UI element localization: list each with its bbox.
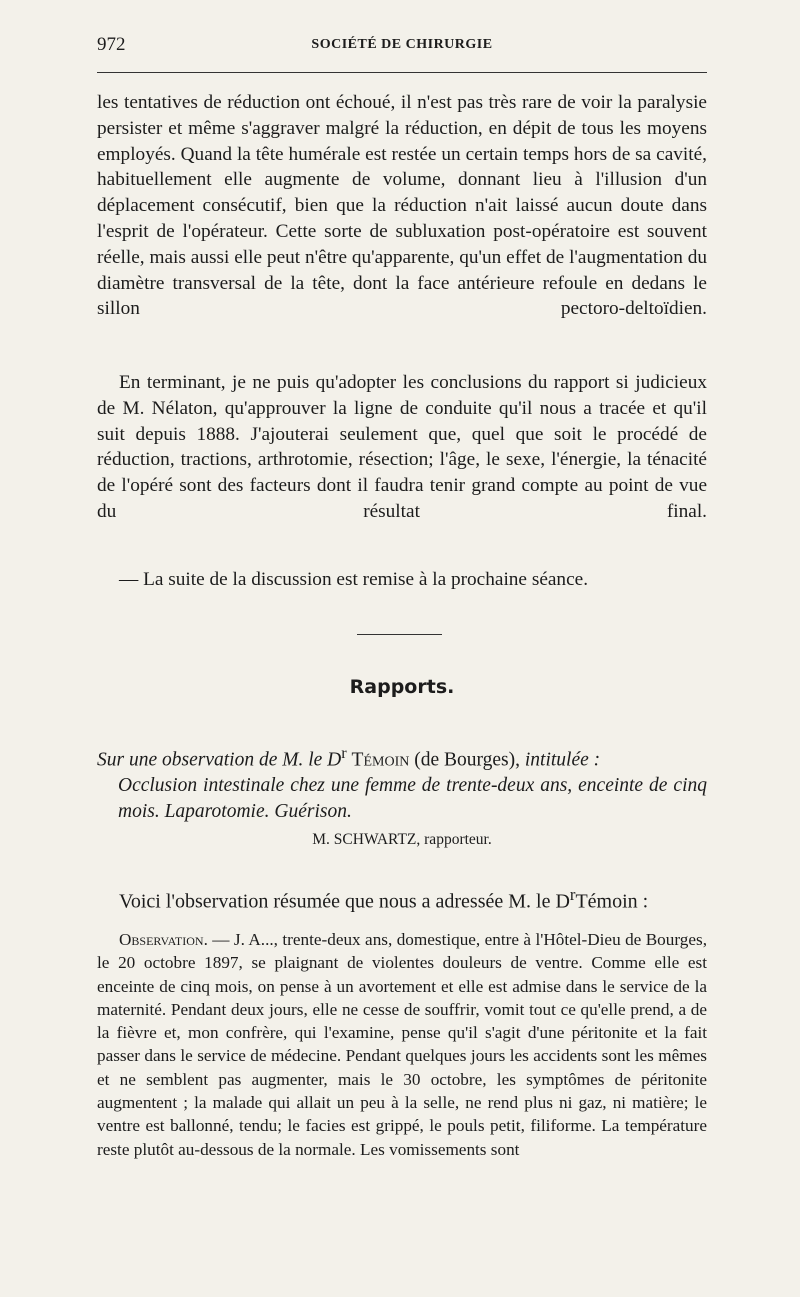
intro-part2: Témoin :	[575, 890, 649, 913]
header-rule	[97, 72, 707, 73]
section-divider	[357, 634, 442, 635]
paragraph-continuation: les tentatives de réduction ont échoué, il n'est pas très rare de voir la paralysie persister et même s'aggraver malgré la réduction, en dépit de tous les moyens employés. Quand la tête humérale est restée un certain temps hors de sa cavité, habituellement elle augmente de volume, donnant lieu à l'illusion d'un déplacement consécutif, bien que la réduction n'ait laissé aucun doute dans l'esprit de l'opérateur. Cette sorte de subluxation post-opératoire est souvent réelle, mais aussi elle peut n'être qu'apparente, qu'un effet de l'augmentation du diamètre transversal de la tête, dont la face antérieure refoule en dedans le sillon pectoro-deltoïdien.	[97, 92, 707, 320]
page-number: 972	[97, 34, 126, 55]
running-header	[97, 34, 707, 60]
report-author-name: Témoin	[351, 749, 410, 771]
observation-text: — J. A..., trente-deux ans, domestique, entre à l'Hôtel-Dieu de Bourges, le 20 octobre 1897, se plaignant de violentes douleurs de ventre. Comme elle est enceinte de cinq mois, on pense à un avortement et elle est admise dans le service de la maternité. Pendant deux jours, elle ne cesse de souffrir, vomit tout ce qu'elle prend, a de la fièvre et, mon confrère, qui l'examine, pense qu'il s'agit d'une péritonite et la fait passer dans le service de médecine. Pendant quelques jours les accidents sont les mêmes et ne semblent pas augmenter, mais le 30 octobre, les symptômes de péritonite augmentent ; la malade qui allait un peu à la selle, ne rend plus ni gaz, ni matière; le ventre est ballonné, tendu; le facies est grippé, le pouls petit, filiforme. La température reste plutôt au-dessous de la normale. Les vomissements sont	[97, 930, 707, 1159]
rapporteur-line: M. SCHWARTZ, rapporteur.	[312, 831, 492, 848]
report-title-part2: intitulée :	[524, 749, 601, 771]
intro-sup: r	[569, 885, 576, 904]
observation-paragraph	[97, 928, 707, 1161]
report-author-place: (de Bourges),	[414, 749, 521, 771]
intro-part1: Voici l'observation résumée que nous a adressée M. le D	[119, 890, 570, 913]
report-title-subject: Occlusion intestinale chez une femme de trente-deux ans, enceinte de cinq mois. Laparotomie. Guérison.	[118, 775, 707, 823]
paragraph-conclusion: En terminant, je ne puis qu'adopter les conclusions du rapport si judicieux de M. Nélaton, qu'approuver la ligne de conduite qu'il nous a tracée et qu'il suit depuis 1888. J'ajouterai seulement que, quel que soit le procédé de réduction, tractions, arthrotomie, résection; l'âge, le sexe, l'énergie, la ténacité de l'opéré sont des facteurs dont il faudra tenir grand compte au point de vue du résultat final.	[97, 372, 707, 522]
report-title-part1: Sur une observation de M. le D	[97, 749, 342, 771]
report-title	[97, 741, 707, 825]
section-heading: Rapports.	[349, 676, 455, 698]
observation-label: Observation.	[119, 930, 208, 949]
paragraph-adjournment: — La suite de la discussion est remise à la prochaine séance.	[119, 569, 589, 590]
running-title: SOCIÉTÉ DE CHIRURGIE	[311, 37, 493, 52]
observation-intro	[97, 885, 707, 914]
report-title-sup: r	[341, 744, 347, 762]
